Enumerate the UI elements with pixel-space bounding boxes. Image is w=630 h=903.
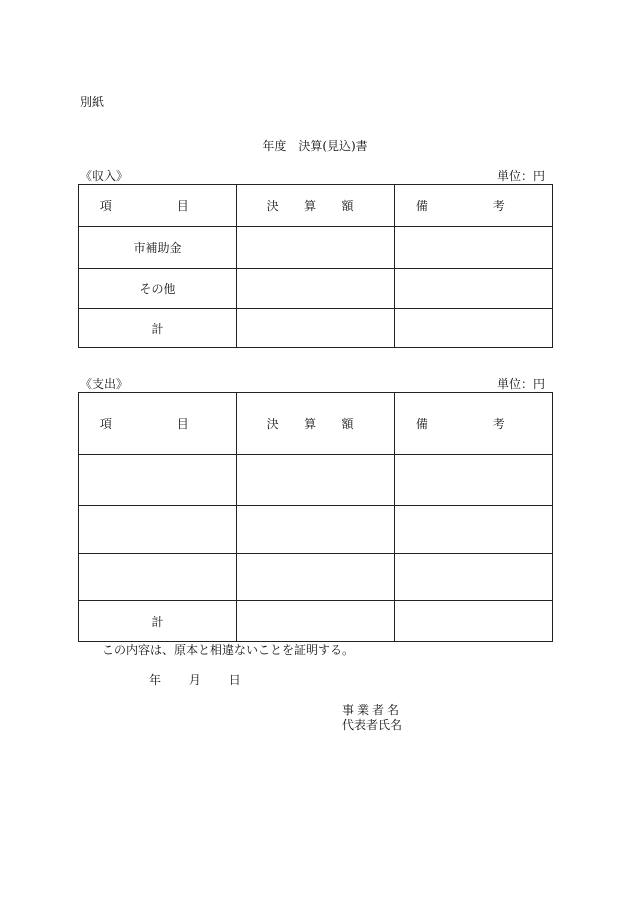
date-line [149, 673, 241, 687]
income-row-label: その他 [79, 269, 237, 309]
income-table [78, 184, 553, 348]
expense-row [79, 506, 553, 554]
expense-header-amount: 決 算 額 [237, 393, 395, 455]
income-row-label: 市補助金 [79, 227, 237, 269]
expense-row-label [79, 506, 237, 554]
income-header-remarks: 備 考 [395, 185, 553, 227]
expense-row-label [79, 455, 237, 506]
expense-row-remarks [395, 506, 553, 554]
representative-name-label: 代表者氏名 [342, 718, 403, 732]
income-total-amount [237, 309, 395, 348]
income-header-amount: 決 算 額 [237, 185, 395, 227]
expense-header-item: 項 目 [79, 393, 237, 455]
attachment-label: 別紙 [80, 95, 105, 109]
income-total-label: 計 [79, 309, 237, 348]
expense-table [78, 392, 553, 642]
income-row-remarks [395, 269, 553, 309]
income-row-remarks [395, 227, 553, 269]
income-row-amount [237, 227, 395, 269]
expense-row-amount [237, 455, 395, 506]
date-month: 月 [188, 673, 201, 687]
income-header-item: 項 目 [79, 185, 237, 227]
document-title: 年度 決算(見込)書 [262, 139, 368, 153]
expense-total-remarks [395, 601, 553, 642]
expense-total-row [79, 601, 553, 642]
expense-row [79, 554, 553, 601]
expense-total-amount [237, 601, 395, 642]
expense-unit-label: 単位：円 [496, 377, 545, 391]
income-row [79, 269, 553, 309]
expense-row-remarks [395, 455, 553, 506]
expense-section-label: 《支出》 [80, 377, 129, 391]
income-total-remarks [395, 309, 553, 348]
income-section-label: 《収入》 [80, 169, 129, 183]
expense-header-remarks: 備 考 [395, 393, 553, 455]
income-unit-label: 単位：円 [496, 169, 545, 183]
expense-row-amount [237, 554, 395, 601]
income-row [79, 227, 553, 269]
income-total-row [79, 309, 553, 348]
expense-row-amount [237, 506, 395, 554]
income-row-amount [237, 269, 395, 309]
date-year: 年 [149, 673, 162, 687]
expense-row-remarks [395, 554, 553, 601]
expense-row [79, 455, 553, 506]
expense-row-label [79, 554, 237, 601]
business-name-label: 事業者名 [342, 703, 403, 717]
expense-header-row [79, 393, 553, 455]
expense-total-label: 計 [79, 601, 237, 642]
date-day: 日 [228, 673, 241, 687]
certification-statement: この内容は、原本と相違ないことを証明する。 [102, 643, 355, 657]
income-header-row [79, 185, 553, 227]
